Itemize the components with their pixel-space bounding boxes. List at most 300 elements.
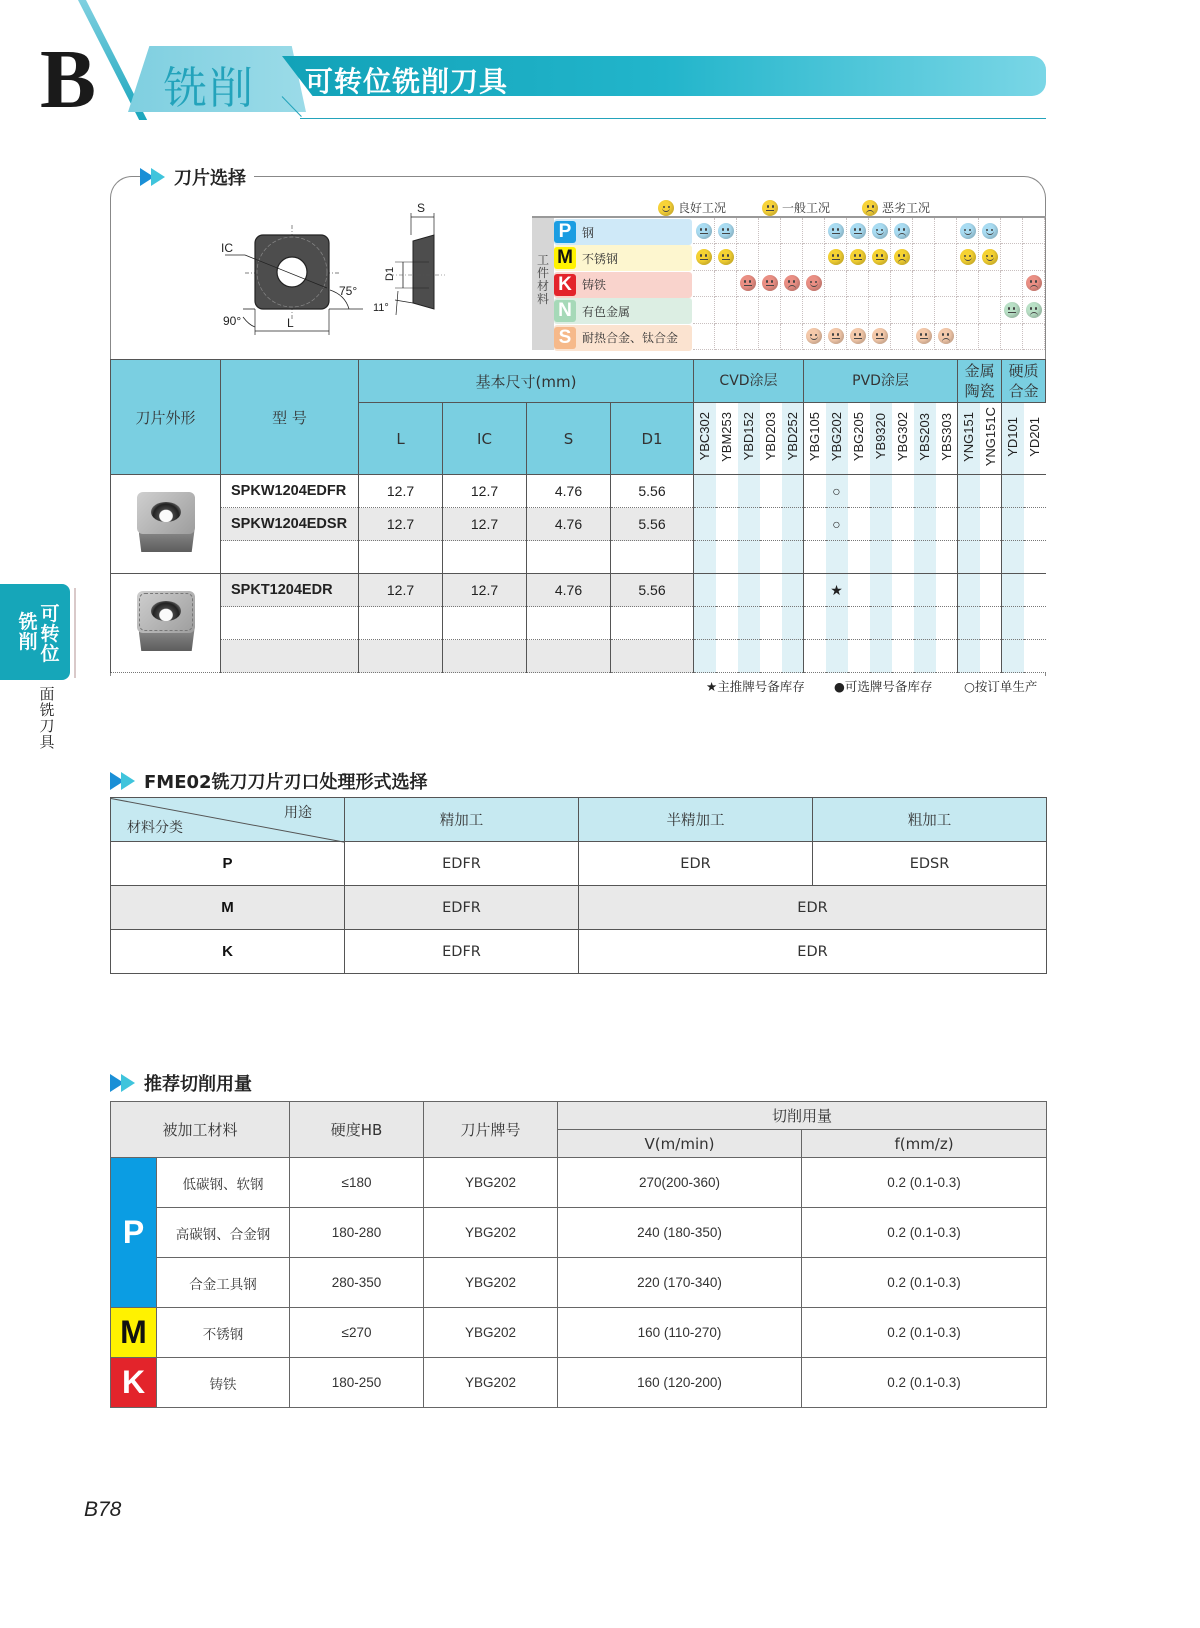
grade-availability [980, 607, 1002, 640]
legend-neutral: 一般工况 [762, 199, 830, 216]
grid-cell [693, 297, 715, 323]
grid-cell [957, 271, 979, 297]
feed-per-tooth: 0.2 (0.1-0.3) [802, 1308, 1047, 1358]
grade-header: YBC302 [694, 403, 716, 475]
grade-availability [958, 640, 980, 673]
grid-cell [759, 297, 781, 323]
grid-cell [693, 324, 715, 350]
table-row [111, 1308, 1047, 1358]
table-row[interactable] [111, 640, 1046, 673]
grid-cell [1023, 218, 1045, 244]
dim-l [359, 541, 443, 574]
grid-cell [781, 218, 803, 244]
grade-availability [848, 640, 870, 673]
dim-s: 4.76 [527, 574, 611, 607]
material-row-m [554, 245, 692, 271]
grade-availability [914, 640, 936, 673]
material-name: 钢 [582, 225, 595, 240]
svg-text:IC: IC [221, 241, 233, 255]
material-group-badge: P [111, 1158, 157, 1308]
col-header-dimensions: 基本尺寸(mm) [359, 360, 694, 403]
grid-cell [781, 271, 803, 297]
model-number [221, 607, 359, 640]
dim-l: 12.7 [359, 508, 443, 541]
grade-availability [1024, 607, 1046, 640]
work-material-label: 工件材料 [536, 253, 549, 306]
grid-cell [913, 297, 935, 323]
grade-availability [782, 475, 804, 508]
section-title: 可转位铣削刀具 [305, 65, 509, 98]
svg-text:D1: D1 [384, 266, 396, 281]
grid-cell [715, 324, 737, 350]
col-header-grade-group: 金属陶瓷 [958, 360, 1002, 403]
material-class: P [111, 842, 345, 886]
grid-cell [891, 244, 913, 270]
grade-availability [738, 640, 760, 673]
grid-cell [825, 271, 847, 297]
chapter-title: 铣削 [163, 63, 255, 114]
grade-availability [1024, 640, 1046, 673]
grade-availability [892, 640, 914, 673]
smiley-good-icon [982, 249, 998, 265]
legend-good: 良好工况 [658, 199, 726, 216]
grade-availability [826, 640, 848, 673]
grade-availability [694, 574, 716, 607]
table-row [111, 886, 1047, 930]
dim-d1: 5.56 [611, 574, 694, 607]
grid-cell [957, 244, 979, 270]
smiley-neutral-icon [850, 328, 866, 344]
material-class: M [111, 886, 345, 930]
grade-availability [870, 541, 892, 574]
grade-availability [936, 475, 958, 508]
smiley-neutral-icon [762, 200, 778, 216]
smiley-neutral-icon [850, 223, 866, 239]
col-header-hardness: 硬度HB [290, 1102, 424, 1158]
grade-availability [958, 607, 980, 640]
grid-cell [957, 324, 979, 350]
feed-per-tooth: 0.2 (0.1-0.3) [802, 1258, 1047, 1308]
smiley-neutral-icon [696, 249, 712, 265]
grade-availability [980, 508, 1002, 541]
edge-finish: EDFR [345, 930, 579, 974]
grade-availability [1002, 508, 1024, 541]
cutting-speed: 160 (120-200) [558, 1358, 802, 1408]
double-chevron-icon [140, 168, 168, 186]
grade-availability [1024, 541, 1046, 574]
smiley-neutral-icon [762, 275, 778, 291]
grade-availability [716, 640, 738, 673]
svg-text:L: L [287, 316, 294, 330]
section-heading-edge-prep [110, 768, 436, 794]
insert-product-table [110, 359, 1046, 673]
smiley-good-icon [872, 223, 888, 239]
grade-availability [848, 541, 870, 574]
grade-availability [694, 607, 716, 640]
grid-cell [803, 324, 825, 350]
svg-text:11°: 11° [373, 302, 389, 314]
grade-availability [848, 574, 870, 607]
table-row[interactable] [111, 541, 1046, 574]
col-header-dim-ic: IC [443, 403, 527, 475]
col-header-roughing: 粗加工 [813, 798, 1047, 842]
grid-cell [869, 271, 891, 297]
table-row[interactable] [111, 475, 1046, 508]
insert-photo-spkw [111, 475, 221, 574]
chapter-letter: B [40, 33, 97, 126]
cutting-speed: 270(200-360) [558, 1158, 802, 1208]
corner-header-cell [111, 798, 345, 842]
grid-cell [781, 324, 803, 350]
grade-availability [870, 640, 892, 673]
material-badge: N [554, 300, 576, 322]
grade-availability [1002, 640, 1024, 673]
corner-header-material: 材料分类 [127, 820, 183, 836]
work-material: 合金工具钢 [157, 1258, 290, 1308]
smiley-neutral-icon [696, 223, 712, 239]
grade-availability [936, 607, 958, 640]
grid-cell [759, 324, 781, 350]
grade: YBG202 [424, 1258, 558, 1308]
grid-cell [891, 218, 913, 244]
edge-semi: EDR [579, 842, 813, 886]
cutting-data-table [110, 1101, 1047, 1408]
material-badge: P [554, 221, 576, 243]
grade-availability [804, 607, 826, 640]
grid-cell [803, 297, 825, 323]
table-row [111, 1358, 1047, 1408]
col-header-grade: 刀片牌号 [424, 1102, 558, 1158]
hardness: ≤180 [290, 1158, 424, 1208]
grade-availability [782, 640, 804, 673]
col-header-cutting: 切削用量 [558, 1102, 1047, 1130]
section-heading-text: 刀片选择 [174, 168, 246, 189]
grade-availability: ★ [826, 574, 848, 607]
grade-header: YBM253 [716, 403, 738, 475]
grid-cell [847, 324, 869, 350]
grid-cell [979, 244, 1001, 270]
grade-availability [958, 508, 980, 541]
grid-cell [1001, 218, 1023, 244]
legend-note-made-to-order: ○按订单生产 [964, 679, 1038, 694]
grid-cell [737, 271, 759, 297]
grid-cell [935, 271, 957, 297]
insert-side-view [373, 201, 445, 315]
smiley-bad-icon [938, 328, 954, 344]
grade-availability [980, 475, 1002, 508]
grid-cell [825, 297, 847, 323]
dim-ic: 12.7 [443, 508, 527, 541]
grade-header: YBD252 [782, 403, 804, 475]
material-row-s [554, 325, 692, 351]
grade-availability [804, 640, 826, 673]
grid-cell [737, 297, 759, 323]
grade-availability [826, 607, 848, 640]
grid-cell [825, 244, 847, 270]
material-group-badge: M [111, 1308, 157, 1358]
grade-availability [848, 508, 870, 541]
smiley-neutral-icon [718, 249, 734, 265]
grade-availability [892, 508, 914, 541]
col-header-grade-group: CVD涂层 [694, 360, 804, 403]
col-header-dim-l: L [359, 403, 443, 475]
dim-l: 12.7 [359, 574, 443, 607]
grid-cell [715, 218, 737, 244]
grade-availability [738, 607, 760, 640]
page-number: B78 [84, 1498, 122, 1521]
material-group-badge: K [111, 1358, 157, 1408]
grade: YBG202 [424, 1308, 558, 1358]
grade-availability [1024, 574, 1046, 607]
grade-availability [694, 508, 716, 541]
dim-ic [443, 640, 527, 673]
insert-technical-drawing [215, 195, 455, 345]
material-row-n [554, 298, 692, 324]
grade-availability [980, 574, 1002, 607]
grid-cell [1001, 271, 1023, 297]
smiley-neutral-icon [828, 223, 844, 239]
material-row-p [554, 219, 692, 245]
grid-cell [957, 297, 979, 323]
grid-cell [781, 297, 803, 323]
material-class: K [111, 930, 345, 974]
grid-cell [1023, 271, 1045, 297]
grade-availability [870, 508, 892, 541]
grid-cell [935, 324, 957, 350]
grid-cell [979, 324, 1001, 350]
edge-prep-table [110, 797, 1047, 974]
work-material: 高碳钢、合金钢 [157, 1208, 290, 1258]
grid-cell [913, 218, 935, 244]
grade-availability [760, 475, 782, 508]
table-row [111, 1208, 1047, 1258]
col-header-dim-s: S [527, 403, 611, 475]
grade-availability [1002, 475, 1024, 508]
dim-s [527, 541, 611, 574]
grade-header: YBD152 [738, 403, 760, 475]
dim-ic [443, 607, 527, 640]
col-header-dim-d1: D1 [611, 403, 694, 475]
edge-semi-rough: EDR [579, 930, 1047, 974]
grid-cell [1001, 297, 1023, 323]
dim-l [359, 607, 443, 640]
dim-s [527, 607, 611, 640]
grade-availability [716, 574, 738, 607]
grade-availability [716, 541, 738, 574]
table-row[interactable] [111, 574, 1046, 607]
dim-l: 12.7 [359, 475, 443, 508]
material-row-k [554, 272, 692, 298]
grade-header: YBG302 [892, 403, 914, 475]
grade-availability [958, 574, 980, 607]
grid-cell [847, 218, 869, 244]
grade-availability [804, 475, 826, 508]
grid-cell [979, 297, 1001, 323]
material-name: 耐热合金、钛合金 [582, 331, 679, 346]
svg-text:S: S [417, 201, 426, 215]
grade-availability [870, 475, 892, 508]
grade-availability: ○ [826, 508, 848, 541]
grade-availability [782, 508, 804, 541]
smiley-neutral-icon [718, 223, 734, 239]
dim-ic [443, 541, 527, 574]
grade-availability [892, 607, 914, 640]
material-application-grid [693, 218, 1045, 350]
grid-cell [759, 218, 781, 244]
material-name: 不锈钢 [582, 251, 619, 266]
section-heading-cutting-data [110, 1070, 260, 1096]
section-heading-text: 推荐切削用量 [144, 1074, 252, 1095]
grid-cell [715, 297, 737, 323]
dim-d1: 5.56 [611, 508, 694, 541]
grade-availability [870, 607, 892, 640]
material-name: 有色金属 [582, 304, 631, 319]
grid-cell [913, 244, 935, 270]
table-row[interactable] [111, 607, 1046, 640]
grade-availability [782, 607, 804, 640]
grid-cell [891, 271, 913, 297]
feed-per-tooth: 0.2 (0.1-0.3) [802, 1358, 1047, 1408]
grade-availability [892, 541, 914, 574]
grid-cell [979, 218, 1001, 244]
grade-availability [738, 508, 760, 541]
cutting-speed: 160 (110-270) [558, 1308, 802, 1358]
grade-availability [914, 508, 936, 541]
grid-cell [847, 244, 869, 270]
grid-cell [1023, 324, 1045, 350]
cutting-speed: 240 (180-350) [558, 1208, 802, 1258]
grid-cell [1023, 297, 1045, 323]
grade-header: YBS303 [936, 403, 958, 475]
hardness: 280-350 [290, 1258, 424, 1308]
grid-cell [913, 324, 935, 350]
material-name: 铸铁 [582, 278, 607, 293]
legend-bad: 恶劣工况 [862, 199, 930, 216]
svg-text:90°: 90° [223, 314, 242, 328]
grid-cell [869, 324, 891, 350]
grade-availability [738, 541, 760, 574]
grid-cell [1023, 244, 1045, 270]
section-heading-text: FME02铣刀刀片刃口处理形式选择 [144, 772, 428, 793]
grid-cell [715, 271, 737, 297]
smiley-bad-icon [784, 275, 800, 291]
col-header-semi-finishing: 半精加工 [579, 798, 813, 842]
col-header-shape: 刀片外形 [111, 360, 221, 475]
grade-availability [738, 475, 760, 508]
grade-availability [936, 574, 958, 607]
grade-availability [782, 541, 804, 574]
table-row [111, 1158, 1047, 1208]
grid-cell [803, 244, 825, 270]
grid-cell [759, 244, 781, 270]
dim-ic: 12.7 [443, 574, 527, 607]
double-chevron-icon [110, 1074, 138, 1092]
smiley-neutral-icon [872, 249, 888, 265]
dim-l [359, 640, 443, 673]
smiley-neutral-icon [916, 328, 932, 344]
col-header-feed: f(mm/z) [802, 1130, 1047, 1158]
grade-availability [848, 475, 870, 508]
smiley-good-icon [982, 223, 998, 239]
grade-availability [980, 640, 1002, 673]
legend-note-optional-stock: ●可选牌号备库存 [834, 679, 933, 694]
model-number: SPKW1204EDFR [221, 475, 359, 508]
material-badge: K [554, 274, 576, 296]
table-row[interactable] [111, 508, 1046, 541]
grade-availability [694, 475, 716, 508]
grade-availability [892, 475, 914, 508]
hardness: 180-280 [290, 1208, 424, 1258]
svg-text:75°: 75° [339, 284, 358, 298]
grid-cell [737, 218, 759, 244]
dim-s: 4.76 [527, 508, 611, 541]
grid-cell [803, 271, 825, 297]
grid-cell [1001, 324, 1023, 350]
dim-d1 [611, 607, 694, 640]
feed-per-tooth: 0.2 (0.1-0.3) [802, 1158, 1047, 1208]
smiley-neutral-icon [1004, 302, 1020, 318]
side-tab-rule [74, 588, 76, 678]
smiley-bad-icon [1026, 275, 1042, 291]
grade-availability [694, 640, 716, 673]
grade-header: YBG202 [826, 403, 848, 475]
header-rule [300, 118, 1046, 119]
smiley-bad-icon [862, 200, 878, 216]
grade-availability [1002, 574, 1024, 607]
grade-availability [936, 640, 958, 673]
grid-cell [715, 244, 737, 270]
table-row [111, 842, 1047, 886]
grade-availability [760, 640, 782, 673]
grade-availability [914, 574, 936, 607]
edge-finish: EDFR [345, 886, 579, 930]
grid-cell [957, 218, 979, 244]
model-number: SPKW1204EDSR [221, 508, 359, 541]
insert-top-view [221, 225, 363, 335]
smiley-neutral-icon [828, 249, 844, 265]
grade-availability [1024, 475, 1046, 508]
grade-header: YD101 [1002, 403, 1024, 475]
grid-cell [869, 244, 891, 270]
grid-cell [737, 244, 759, 270]
cutting-speed: 220 (170-340) [558, 1258, 802, 1308]
col-header-speed: V(m/min) [558, 1130, 802, 1158]
grade-header: YBG205 [848, 403, 870, 475]
corner-header-usage: 用途 [284, 805, 312, 821]
grade-availability [804, 574, 826, 607]
dim-ic: 12.7 [443, 475, 527, 508]
dim-d1 [611, 541, 694, 574]
hardness: ≤270 [290, 1308, 424, 1358]
grade: YBG202 [424, 1358, 558, 1408]
col-header-material: 被加工材料 [111, 1102, 290, 1158]
grid-cell [891, 297, 913, 323]
smiley-bad-icon [894, 223, 910, 239]
model-number: SPKT1204EDR [221, 574, 359, 607]
smiley-good-icon [806, 275, 822, 291]
grade-availability [958, 541, 980, 574]
material-badge: M [554, 247, 576, 269]
grade-availability [870, 574, 892, 607]
smiley-neutral-icon [850, 249, 866, 265]
section-heading-insert-selection [140, 164, 254, 190]
grid-cell [891, 324, 913, 350]
table-row [111, 930, 1047, 974]
smiley-neutral-icon [872, 328, 888, 344]
col-header-finishing: 精加工 [345, 798, 579, 842]
grade-availability [1002, 541, 1024, 574]
grade-availability [892, 574, 914, 607]
